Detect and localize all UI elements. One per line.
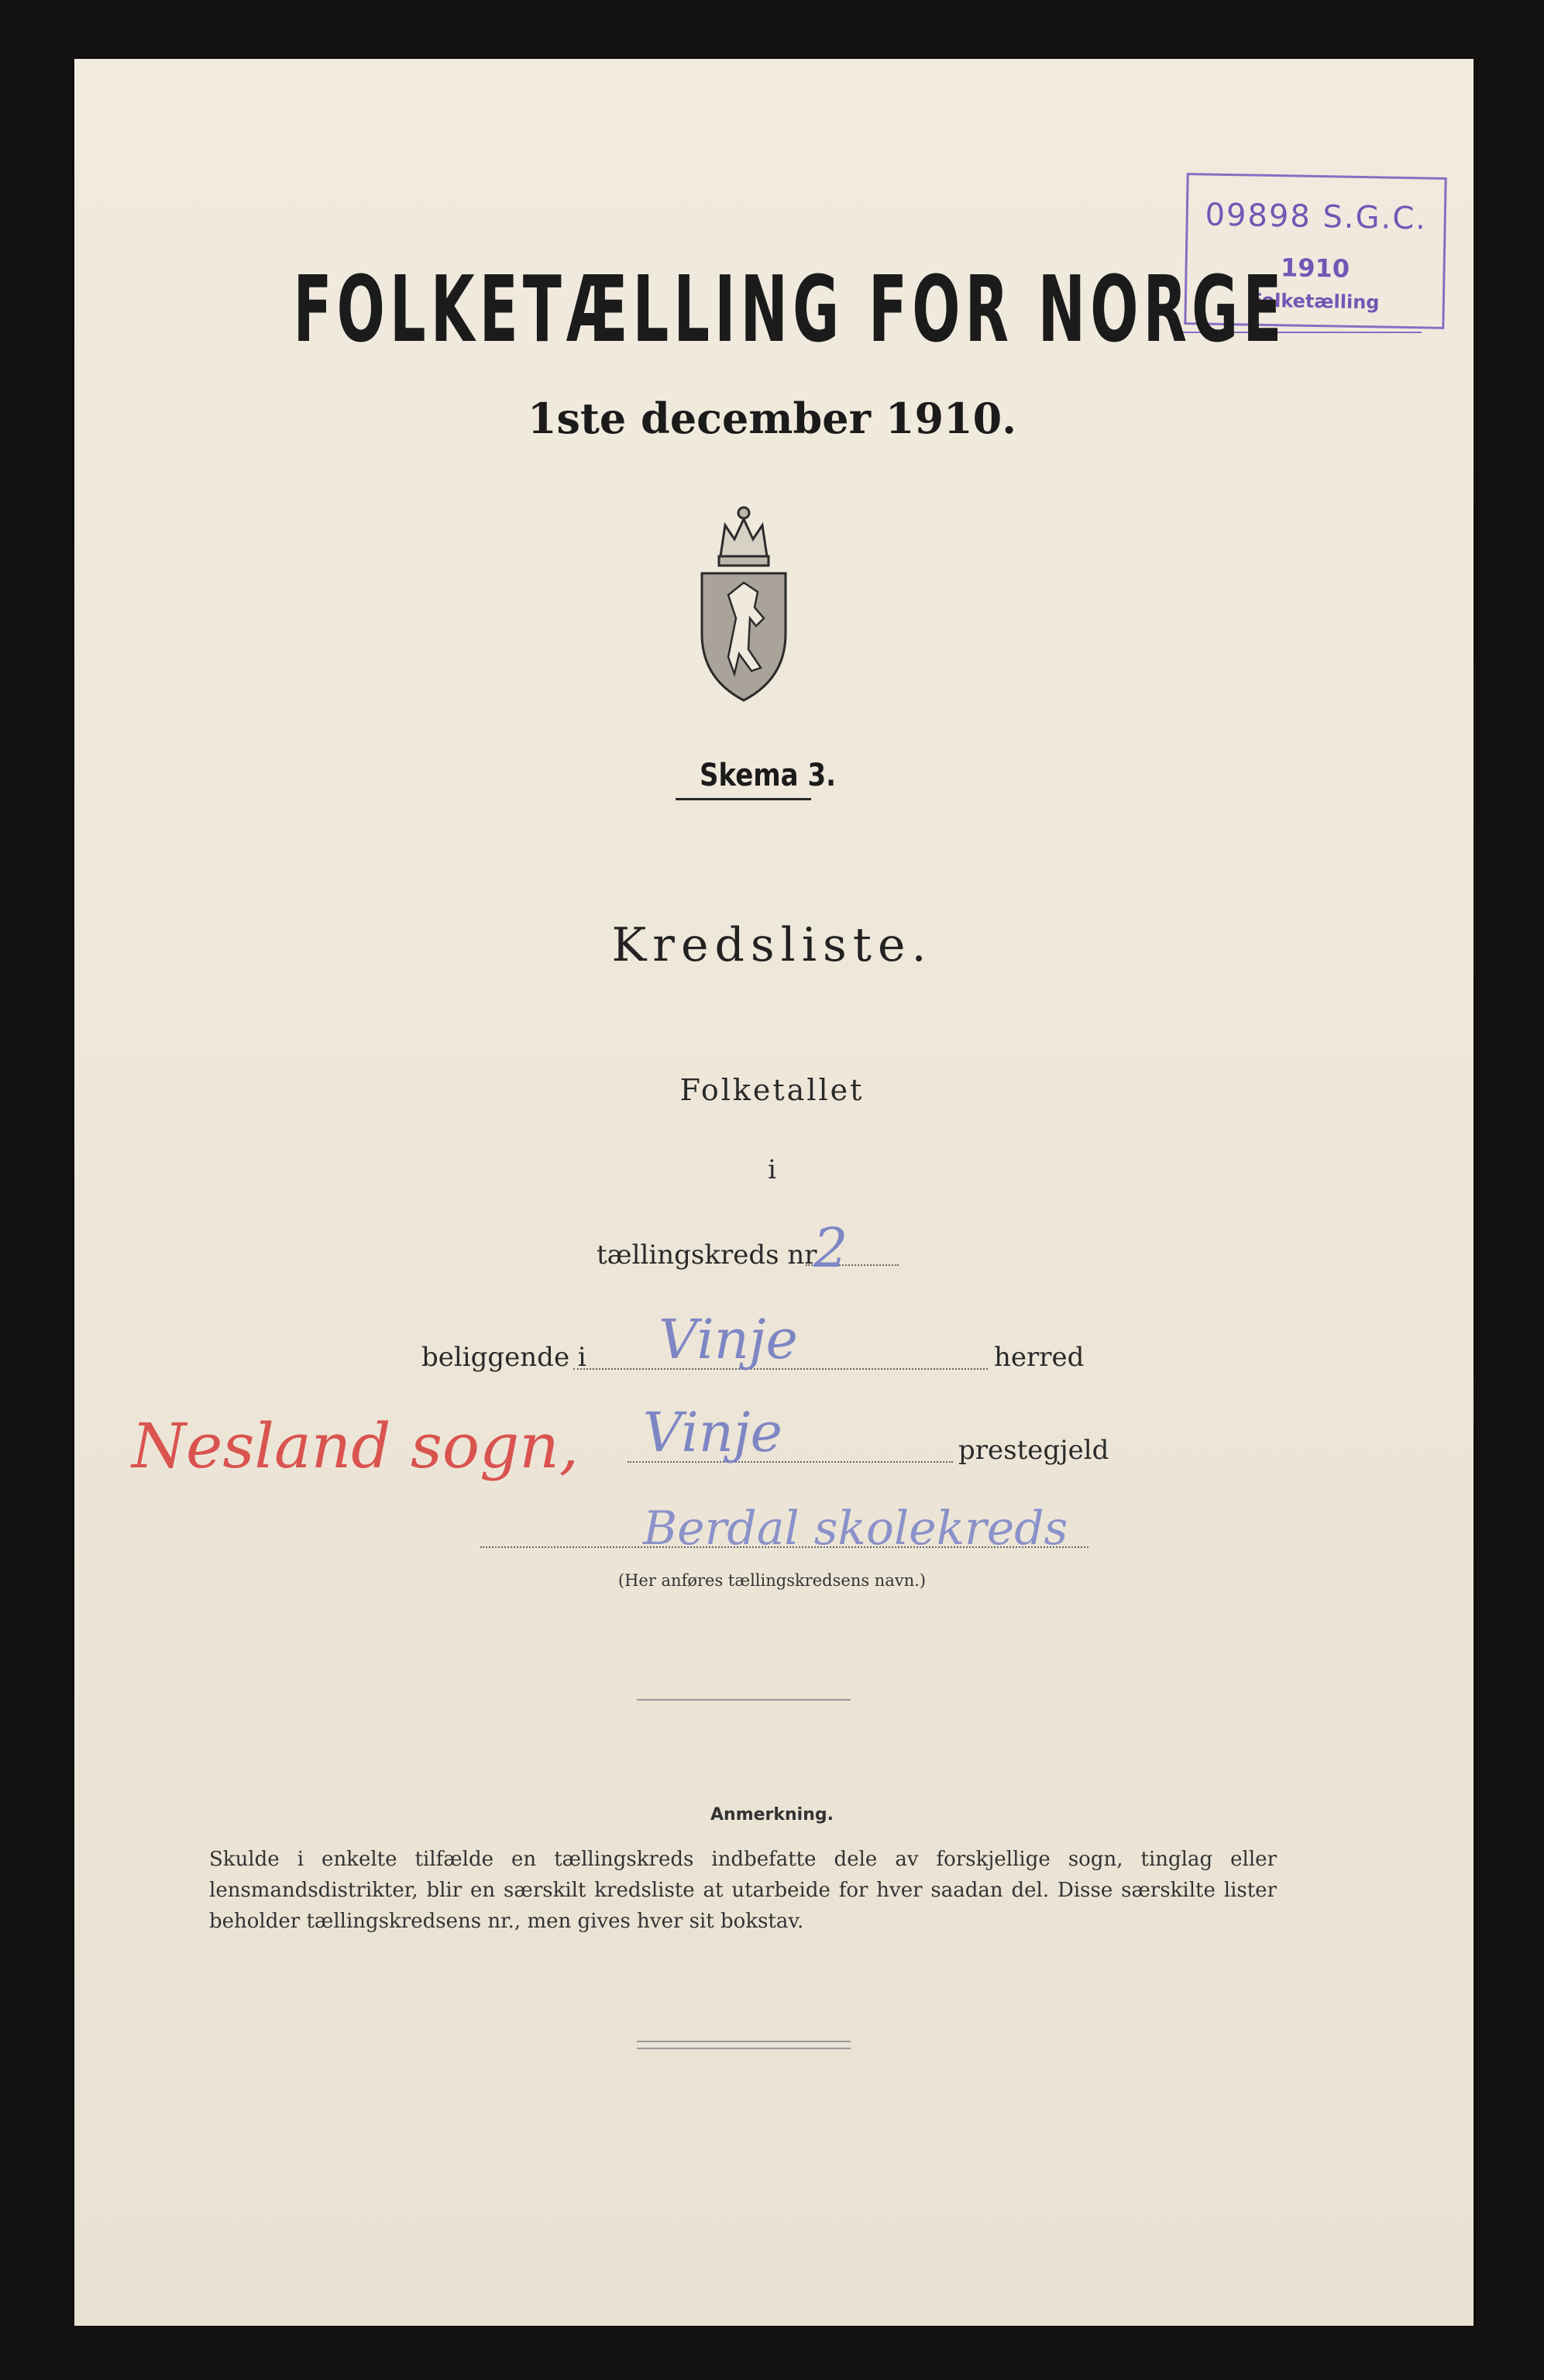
district-number-value: 2 (813, 1216, 848, 1280)
parish-handwritten: Nesland sogn, (132, 1410, 579, 1482)
district-number-label: tællingskreds nr. (597, 1240, 823, 1271)
stamp-label: Folketælling (1249, 289, 1380, 314)
schema-underline (676, 798, 811, 800)
located-in-label: beliggende i (421, 1342, 586, 1373)
stamp-number: 09898 S.G.C. (1205, 197, 1428, 237)
form-title: Kredsliste. (611, 918, 933, 972)
prestegjeld-value: Vinje (643, 1401, 782, 1464)
district-name-caption: (Her anføres tællingskredsens navn.) (617, 1571, 927, 1590)
note-title: Anmerkning. (710, 1805, 834, 1825)
herred-value: Vinje (659, 1308, 798, 1371)
note-text: Skulde i enkelte tilfælde en tællingskreds indbefatte dele av forskjellige sogn, tinglag eller lensmandsdistrikter, blir en særskilt kredsliste at utarbeide for hver saadan del. Disse særskilte lister beholder tællingskredsens nr., men gives hver sit bokstav. (209, 1848, 1277, 1933)
folketallet-label: Folketallet (679, 1073, 865, 1107)
schema-number: Skema 3. (700, 758, 837, 793)
census-date: 1ste december 1910. (527, 394, 1017, 443)
separator-rule (637, 1699, 851, 1701)
preposition-i: i (768, 1154, 776, 1185)
herred-label: herred (994, 1342, 1085, 1373)
coat-of-arms-icon (689, 502, 798, 703)
bottom-rule-2 (637, 2048, 851, 2049)
stamp-year: 1910 (1280, 253, 1350, 284)
district-name-value: Berdal skolekreds (643, 1501, 1068, 1556)
prestegjeld-label: prestegjeld (958, 1435, 1109, 1466)
bottom-rule-1 (637, 2041, 851, 2042)
page-title: FOLKETÆLLING FOR NORGE (293, 256, 1287, 363)
